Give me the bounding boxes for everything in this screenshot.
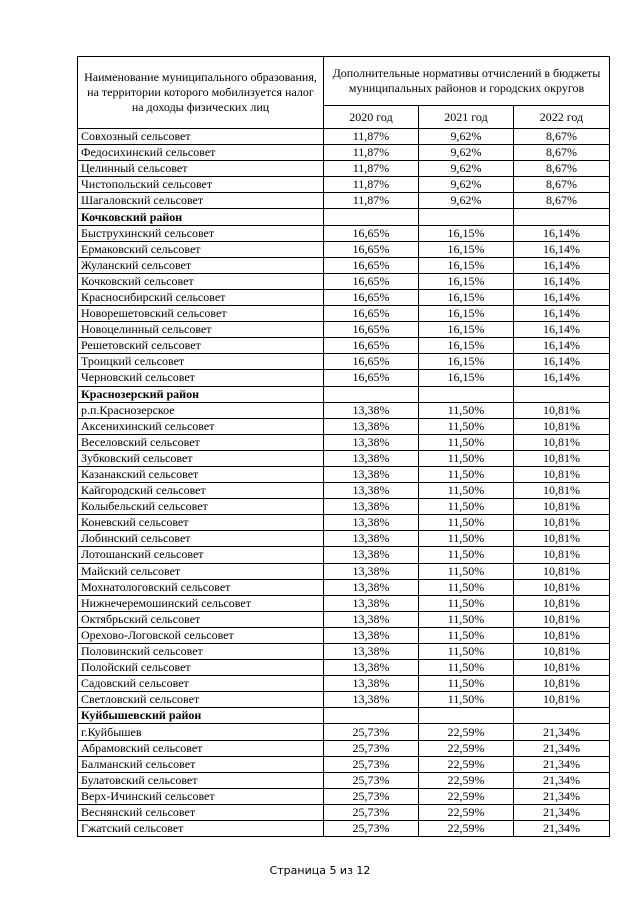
- table-row: [78, 804, 610, 820]
- table-row: [78, 644, 610, 660]
- value-2022: 16,14%: [514, 289, 610, 305]
- value-2022: 10,81%: [514, 434, 610, 450]
- value-2021: 9,62%: [419, 193, 514, 209]
- municipality-name: Полойский сельсовет: [78, 660, 324, 676]
- value-2020: 13,38%: [324, 531, 419, 547]
- empty-cell: [419, 209, 514, 225]
- value-2021: 11,50%: [419, 547, 514, 563]
- value-2022: 8,67%: [514, 129, 610, 145]
- value-2022: 8,67%: [514, 177, 610, 193]
- value-2020: 16,65%: [324, 354, 419, 370]
- table-row: [78, 338, 610, 354]
- value-2021: 11,50%: [419, 402, 514, 418]
- value-2021: 9,62%: [419, 129, 514, 145]
- district-header-row: [78, 708, 610, 724]
- empty-cell: [324, 209, 419, 225]
- municipality-name: Кочковский сельсовет: [78, 273, 324, 289]
- value-2022: 10,81%: [514, 450, 610, 466]
- municipality-name: Мохнатологовский сельсовет: [78, 579, 324, 595]
- table-row: [78, 306, 610, 322]
- value-2020: 13,38%: [324, 563, 419, 579]
- value-2020: 16,65%: [324, 370, 419, 386]
- value-2021: 16,15%: [419, 354, 514, 370]
- table-header: [78, 57, 610, 129]
- table-row: [78, 402, 610, 418]
- value-2021: 11,50%: [419, 692, 514, 708]
- value-2021: 16,15%: [419, 257, 514, 273]
- table-row: [78, 563, 610, 579]
- value-2021: 22,59%: [419, 740, 514, 756]
- municipality-name: Кайгородский сельсовет: [78, 483, 324, 499]
- table-body: [78, 129, 610, 837]
- value-2022: 10,81%: [514, 547, 610, 563]
- value-2020: 13,38%: [324, 450, 419, 466]
- table-row: [78, 579, 610, 595]
- value-2020: 11,87%: [324, 161, 419, 177]
- municipality-name: Орехово-Логовской сельсовет: [78, 627, 324, 643]
- municipality-name: Федосихинский сельсовет: [78, 145, 324, 161]
- value-2020: 16,65%: [324, 306, 419, 322]
- value-2021: 16,15%: [419, 322, 514, 338]
- value-2020: 25,73%: [324, 724, 419, 740]
- value-2020: 13,38%: [324, 434, 419, 450]
- table-row: [78, 660, 610, 676]
- value-2022: 8,67%: [514, 193, 610, 209]
- municipality-name: Коневский сельсовет: [78, 515, 324, 531]
- year-2022-header: 2022 год: [514, 106, 610, 129]
- value-2022: 16,14%: [514, 370, 610, 386]
- value-2020: 16,65%: [324, 257, 419, 273]
- table-row: [78, 193, 610, 209]
- table-row: [78, 257, 610, 273]
- empty-cell: [514, 386, 610, 402]
- value-2021: 22,59%: [419, 756, 514, 772]
- year-2020-header: 2020 год: [324, 106, 419, 129]
- value-2021: 11,50%: [419, 450, 514, 466]
- value-2022: 21,34%: [514, 821, 610, 837]
- value-2021: 11,50%: [419, 515, 514, 531]
- municipality-name: Майский сельсовет: [78, 563, 324, 579]
- value-2022: 21,34%: [514, 788, 610, 804]
- value-2020: 25,73%: [324, 740, 419, 756]
- table-row: [78, 418, 610, 434]
- value-2020: 13,38%: [324, 402, 419, 418]
- value-2021: 11,50%: [419, 660, 514, 676]
- table-row: [78, 821, 610, 837]
- value-2021: 16,15%: [419, 338, 514, 354]
- value-2020: 13,38%: [324, 499, 419, 515]
- value-2022: 10,81%: [514, 660, 610, 676]
- value-2020: 25,73%: [324, 788, 419, 804]
- table-row: [78, 145, 610, 161]
- value-2020: 11,87%: [324, 145, 419, 161]
- municipality-name: Ермаковский сельсовет: [78, 241, 324, 257]
- value-2020: 25,73%: [324, 821, 419, 837]
- value-2020: 13,38%: [324, 676, 419, 692]
- value-2022: 8,67%: [514, 145, 610, 161]
- municipality-name: Нижнечеремошинский сельсовет: [78, 595, 324, 611]
- municipality-name: Быструхинский сельсовет: [78, 225, 324, 241]
- page-number: Страница 5 из 12: [269, 864, 371, 877]
- municipality-name: Садовский сельсовет: [78, 676, 324, 692]
- district-name: Куйбышевский район: [78, 708, 324, 724]
- value-2021: 11,50%: [419, 434, 514, 450]
- municipality-name: Казанакский сельсовет: [78, 466, 324, 482]
- municipality-column-header: Наименование муниципального образования, на территории которого мобилизуется налог на доходы физических лиц: [78, 57, 324, 129]
- empty-cell: [324, 386, 419, 402]
- table-row: [78, 289, 610, 305]
- value-2022: 10,81%: [514, 531, 610, 547]
- municipality-name: Веселовский сельсовет: [78, 434, 324, 450]
- value-2022: 21,34%: [514, 724, 610, 740]
- value-2022: 21,34%: [514, 772, 610, 788]
- table-row: [78, 354, 610, 370]
- value-2022: 16,14%: [514, 354, 610, 370]
- value-2022: 16,14%: [514, 273, 610, 289]
- municipality-name: Аксенихинский сельсовет: [78, 418, 324, 434]
- value-2020: 16,65%: [324, 338, 419, 354]
- municipality-name: Октябрьский сельсовет: [78, 611, 324, 627]
- table-row: [78, 676, 610, 692]
- municipality-name: г.Куйбышев: [78, 724, 324, 740]
- municipality-name: Гжатский сельсовет: [78, 821, 324, 837]
- value-2020: 13,38%: [324, 627, 419, 643]
- table-row: [78, 724, 610, 740]
- additional-standards-header: Дополнительные нормативы отчислений в бюджеты муниципальных районов и городских округов: [324, 57, 610, 106]
- table-row: [78, 483, 610, 499]
- value-2021: 11,50%: [419, 531, 514, 547]
- value-2020: 16,65%: [324, 273, 419, 289]
- table-row: [78, 740, 610, 756]
- table-row: [78, 627, 610, 643]
- value-2021: 11,50%: [419, 644, 514, 660]
- value-2020: 13,38%: [324, 660, 419, 676]
- value-2020: 13,38%: [324, 547, 419, 563]
- value-2020: 13,38%: [324, 692, 419, 708]
- value-2021: 11,50%: [419, 595, 514, 611]
- district-name: Краснозерский район: [78, 386, 324, 402]
- value-2020: 16,65%: [324, 225, 419, 241]
- value-2022: 10,81%: [514, 595, 610, 611]
- municipality-name: Новорешетовский сельсовет: [78, 306, 324, 322]
- value-2020: 16,65%: [324, 322, 419, 338]
- value-2020: 13,38%: [324, 579, 419, 595]
- table-row: [78, 772, 610, 788]
- value-2020: 25,73%: [324, 756, 419, 772]
- empty-cell: [324, 708, 419, 724]
- value-2020: 13,38%: [324, 418, 419, 434]
- year-2021-header: 2021 год: [419, 106, 514, 129]
- value-2022: 16,14%: [514, 306, 610, 322]
- value-2022: 16,14%: [514, 241, 610, 257]
- municipality-name: Жуланский сельсовет: [78, 257, 324, 273]
- table-row: [78, 531, 610, 547]
- table-row: [78, 225, 610, 241]
- value-2022: 10,81%: [514, 402, 610, 418]
- value-2022: 10,81%: [514, 644, 610, 660]
- value-2022: 16,14%: [514, 257, 610, 273]
- value-2021: 16,15%: [419, 273, 514, 289]
- table-row: [78, 129, 610, 145]
- value-2020: 25,73%: [324, 772, 419, 788]
- table-row: [78, 434, 610, 450]
- value-2021: 11,50%: [419, 676, 514, 692]
- header-row-top: [78, 57, 610, 106]
- table-row: [78, 756, 610, 772]
- value-2022: 10,81%: [514, 563, 610, 579]
- allocation-standards-table: [77, 56, 610, 837]
- value-2021: 22,59%: [419, 772, 514, 788]
- municipality-name: Половинский сельсовет: [78, 644, 324, 660]
- municipality-name: Чистопольский сельсовет: [78, 177, 324, 193]
- empty-cell: [419, 708, 514, 724]
- table-row: [78, 515, 610, 531]
- table-row: [78, 177, 610, 193]
- value-2021: 16,15%: [419, 306, 514, 322]
- municipality-name: Лобинский сельсовет: [78, 531, 324, 547]
- value-2021: 11,50%: [419, 627, 514, 643]
- municipality-name: Красносибирский сельсовет: [78, 289, 324, 305]
- municipality-name: Шагаловский сельсовет: [78, 193, 324, 209]
- municipality-name: Черновский сельсовет: [78, 370, 324, 386]
- empty-cell: [514, 209, 610, 225]
- value-2022: 10,81%: [514, 627, 610, 643]
- table-row: [78, 692, 610, 708]
- municipality-name: Светловский сельсовет: [78, 692, 324, 708]
- value-2022: 16,14%: [514, 225, 610, 241]
- value-2020: 13,38%: [324, 515, 419, 531]
- value-2022: 10,81%: [514, 611, 610, 627]
- municipality-name: Совхозный сельсовет: [78, 129, 324, 145]
- value-2021: 9,62%: [419, 177, 514, 193]
- value-2021: 22,59%: [419, 788, 514, 804]
- municipality-name: Булатовский сельсовет: [78, 772, 324, 788]
- value-2022: 10,81%: [514, 499, 610, 515]
- value-2020: 13,38%: [324, 595, 419, 611]
- value-2021: 16,15%: [419, 289, 514, 305]
- municipality-name: Веснянский сельсовет: [78, 804, 324, 820]
- municipality-name: Лотошанский сельсовет: [78, 547, 324, 563]
- value-2020: 16,65%: [324, 241, 419, 257]
- value-2021: 9,62%: [419, 145, 514, 161]
- municipality-name: Новоцелинный сельсовет: [78, 322, 324, 338]
- value-2020: 13,38%: [324, 611, 419, 627]
- municipality-name: Целинный сельсовет: [78, 161, 324, 177]
- value-2021: 11,50%: [419, 499, 514, 515]
- value-2021: 22,59%: [419, 821, 514, 837]
- value-2021: 11,50%: [419, 418, 514, 434]
- value-2021: 9,62%: [419, 161, 514, 177]
- value-2021: 11,50%: [419, 466, 514, 482]
- value-2020: 25,73%: [324, 804, 419, 820]
- district-header-row: [78, 209, 610, 225]
- value-2022: 21,34%: [514, 740, 610, 756]
- value-2020: 16,65%: [324, 289, 419, 305]
- value-2022: 10,81%: [514, 579, 610, 595]
- value-2022: 10,81%: [514, 483, 610, 499]
- value-2021: 11,50%: [419, 579, 514, 595]
- municipality-name: Зубковский сельсовет: [78, 450, 324, 466]
- district-header-row: [78, 386, 610, 402]
- value-2020: 13,38%: [324, 466, 419, 482]
- municipality-name: р.п.Краснозерское: [78, 402, 324, 418]
- value-2021: 16,15%: [419, 225, 514, 241]
- municipality-name: Верх-Ичинский сельсовет: [78, 788, 324, 804]
- value-2022: 10,81%: [514, 466, 610, 482]
- table-row: [78, 595, 610, 611]
- municipality-name: Решетовский сельсовет: [78, 338, 324, 354]
- value-2021: 16,15%: [419, 370, 514, 386]
- table-row: [78, 611, 610, 627]
- table-row: [78, 273, 610, 289]
- municipality-name: Абрамовский сельсовет: [78, 740, 324, 756]
- value-2022: 16,14%: [514, 322, 610, 338]
- value-2021: 11,50%: [419, 483, 514, 499]
- table-row: [78, 161, 610, 177]
- table-row: [78, 466, 610, 482]
- table-row: [78, 499, 610, 515]
- municipality-name: Колыбельский сельсовет: [78, 499, 324, 515]
- municipality-name: Троицкий сельсовет: [78, 354, 324, 370]
- value-2022: 16,14%: [514, 338, 610, 354]
- table-row: [78, 788, 610, 804]
- table-row: [78, 322, 610, 338]
- value-2021: 22,59%: [419, 804, 514, 820]
- value-2021: 11,50%: [419, 563, 514, 579]
- empty-cell: [514, 708, 610, 724]
- table-row: [78, 547, 610, 563]
- district-name: Кочковский район: [78, 209, 324, 225]
- value-2021: 11,50%: [419, 611, 514, 627]
- value-2022: 21,34%: [514, 756, 610, 772]
- value-2020: 11,87%: [324, 177, 419, 193]
- value-2022: 8,67%: [514, 161, 610, 177]
- table-row: [78, 370, 610, 386]
- value-2022: 10,81%: [514, 515, 610, 531]
- value-2020: 13,38%: [324, 483, 419, 499]
- value-2021: 16,15%: [419, 241, 514, 257]
- value-2022: 21,34%: [514, 804, 610, 820]
- table-row: [78, 450, 610, 466]
- table-row: [78, 241, 610, 257]
- empty-cell: [419, 386, 514, 402]
- value-2022: 10,81%: [514, 676, 610, 692]
- value-2020: 11,87%: [324, 193, 419, 209]
- value-2021: 22,59%: [419, 724, 514, 740]
- value-2022: 10,81%: [514, 692, 610, 708]
- value-2022: 10,81%: [514, 418, 610, 434]
- value-2020: 11,87%: [324, 129, 419, 145]
- municipality-name: Балманский сельсовет: [78, 756, 324, 772]
- value-2020: 13,38%: [324, 644, 419, 660]
